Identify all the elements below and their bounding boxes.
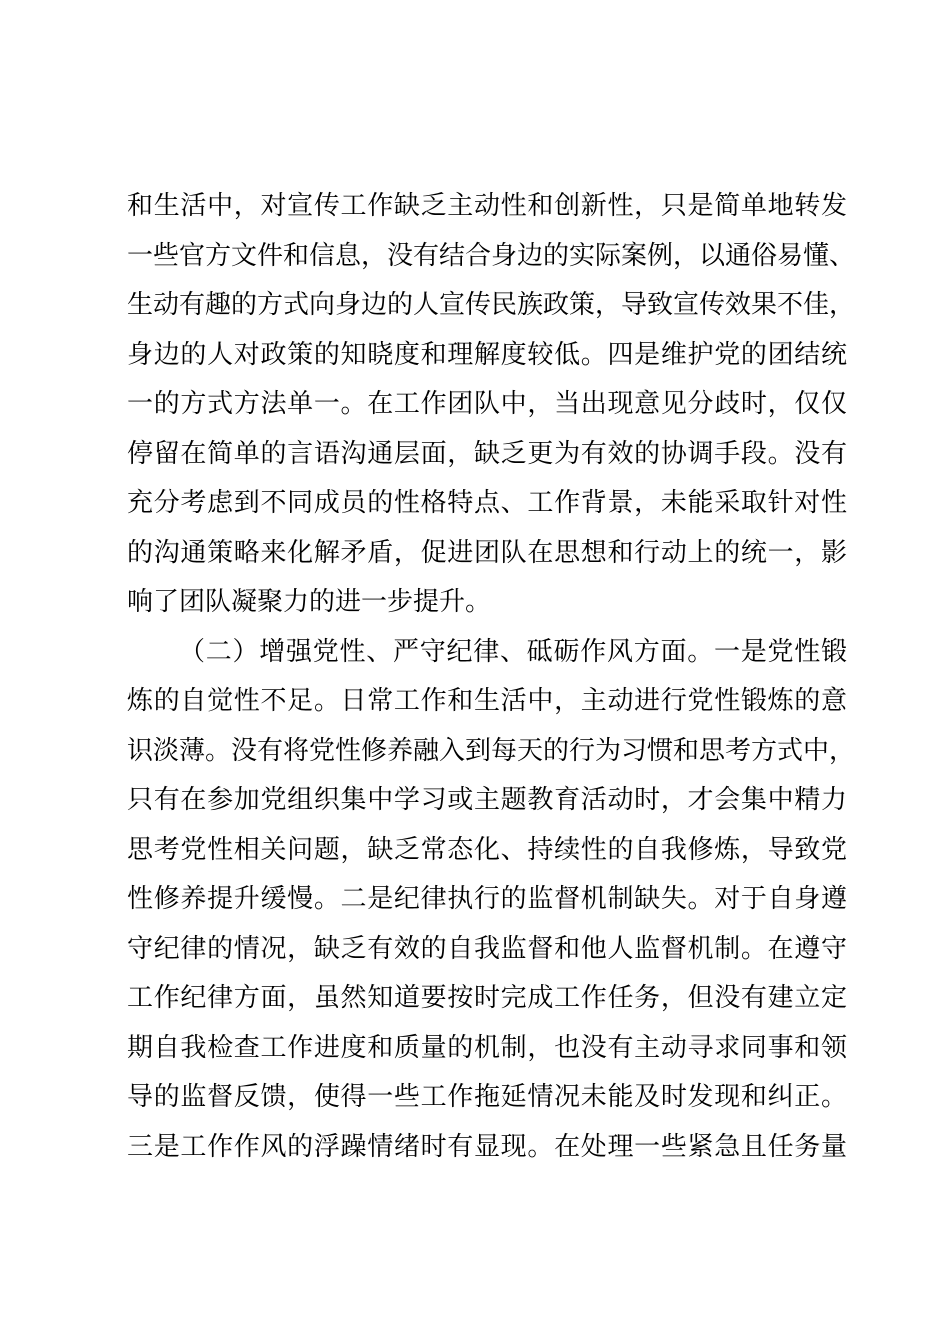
text-line: 停留在简单的言语沟通层面，缺乏更为有效的协调手段。没有	[127, 438, 847, 469]
text-line: 工作纪律方面，虽然知道要按时完成工作任务，但没有建立定	[127, 983, 847, 1013]
section-heading-line: （二）增强党性、严守纪律、砥砺作风方面。一是党性锻	[179, 636, 847, 667]
text-line: 一些官方文件和信息，没有结合身边的实际案例，以通俗易懂、	[127, 240, 856, 271]
text-line: 期自我检查工作进度和质量的机制，也没有主动寻求同事和领	[127, 1032, 847, 1063]
text-line: 充分考虑到不同成员的性格特点、工作背景，未能采取针对性	[127, 488, 847, 518]
text-line: 炼的自觉性不足。日常工作和生活中，主动进行党性锻炼的意	[127, 686, 847, 716]
text-line: 只有在参加党组织集中学习或主题教育活动时，才会集中精力	[127, 785, 847, 815]
text-line: 一的方式方法单一。在工作团队中，当出现意见分歧时，仅仅	[127, 389, 847, 419]
body-text	[127, 182, 856, 1172]
text-line: 的沟通策略来化解矛盾，促进团队在思想和行动上的统一，影	[127, 537, 847, 568]
text-line: 守纪律的情况，缺乏有效的自我监督和他人监督机制。在遵守	[127, 933, 847, 964]
text-line: 身边的人对政策的知晓度和理解度较低。四是维护党的团结统	[127, 339, 847, 370]
text-line: 识淡薄。没有将党性修养融入到每天的行为习惯和思考方式中，	[127, 735, 856, 766]
text-line: 三是工作作风的浮躁情绪时有显现。在处理一些紧急且任务量	[127, 1131, 847, 1162]
text-line: 思考党性相关问题，缺乏常态化、持续性的自我修炼，导致党	[127, 834, 847, 865]
text-line: 响了团队凝聚力的进一步提升。	[127, 587, 492, 617]
text-line: 性修养提升缓慢。二是纪律执行的监督机制缺失。对于自身遵	[127, 884, 847, 914]
text-line: 生动有趣的方式向身边的人宣传民族政策，导致宣传效果不佳，	[127, 290, 856, 320]
text-line: 导的监督反馈，使得一些工作拖延情况未能及时发现和纠正。	[127, 1082, 847, 1112]
text-line: 和生活中，对宣传工作缺乏主动性和创新性，只是简单地转发	[127, 191, 847, 221]
